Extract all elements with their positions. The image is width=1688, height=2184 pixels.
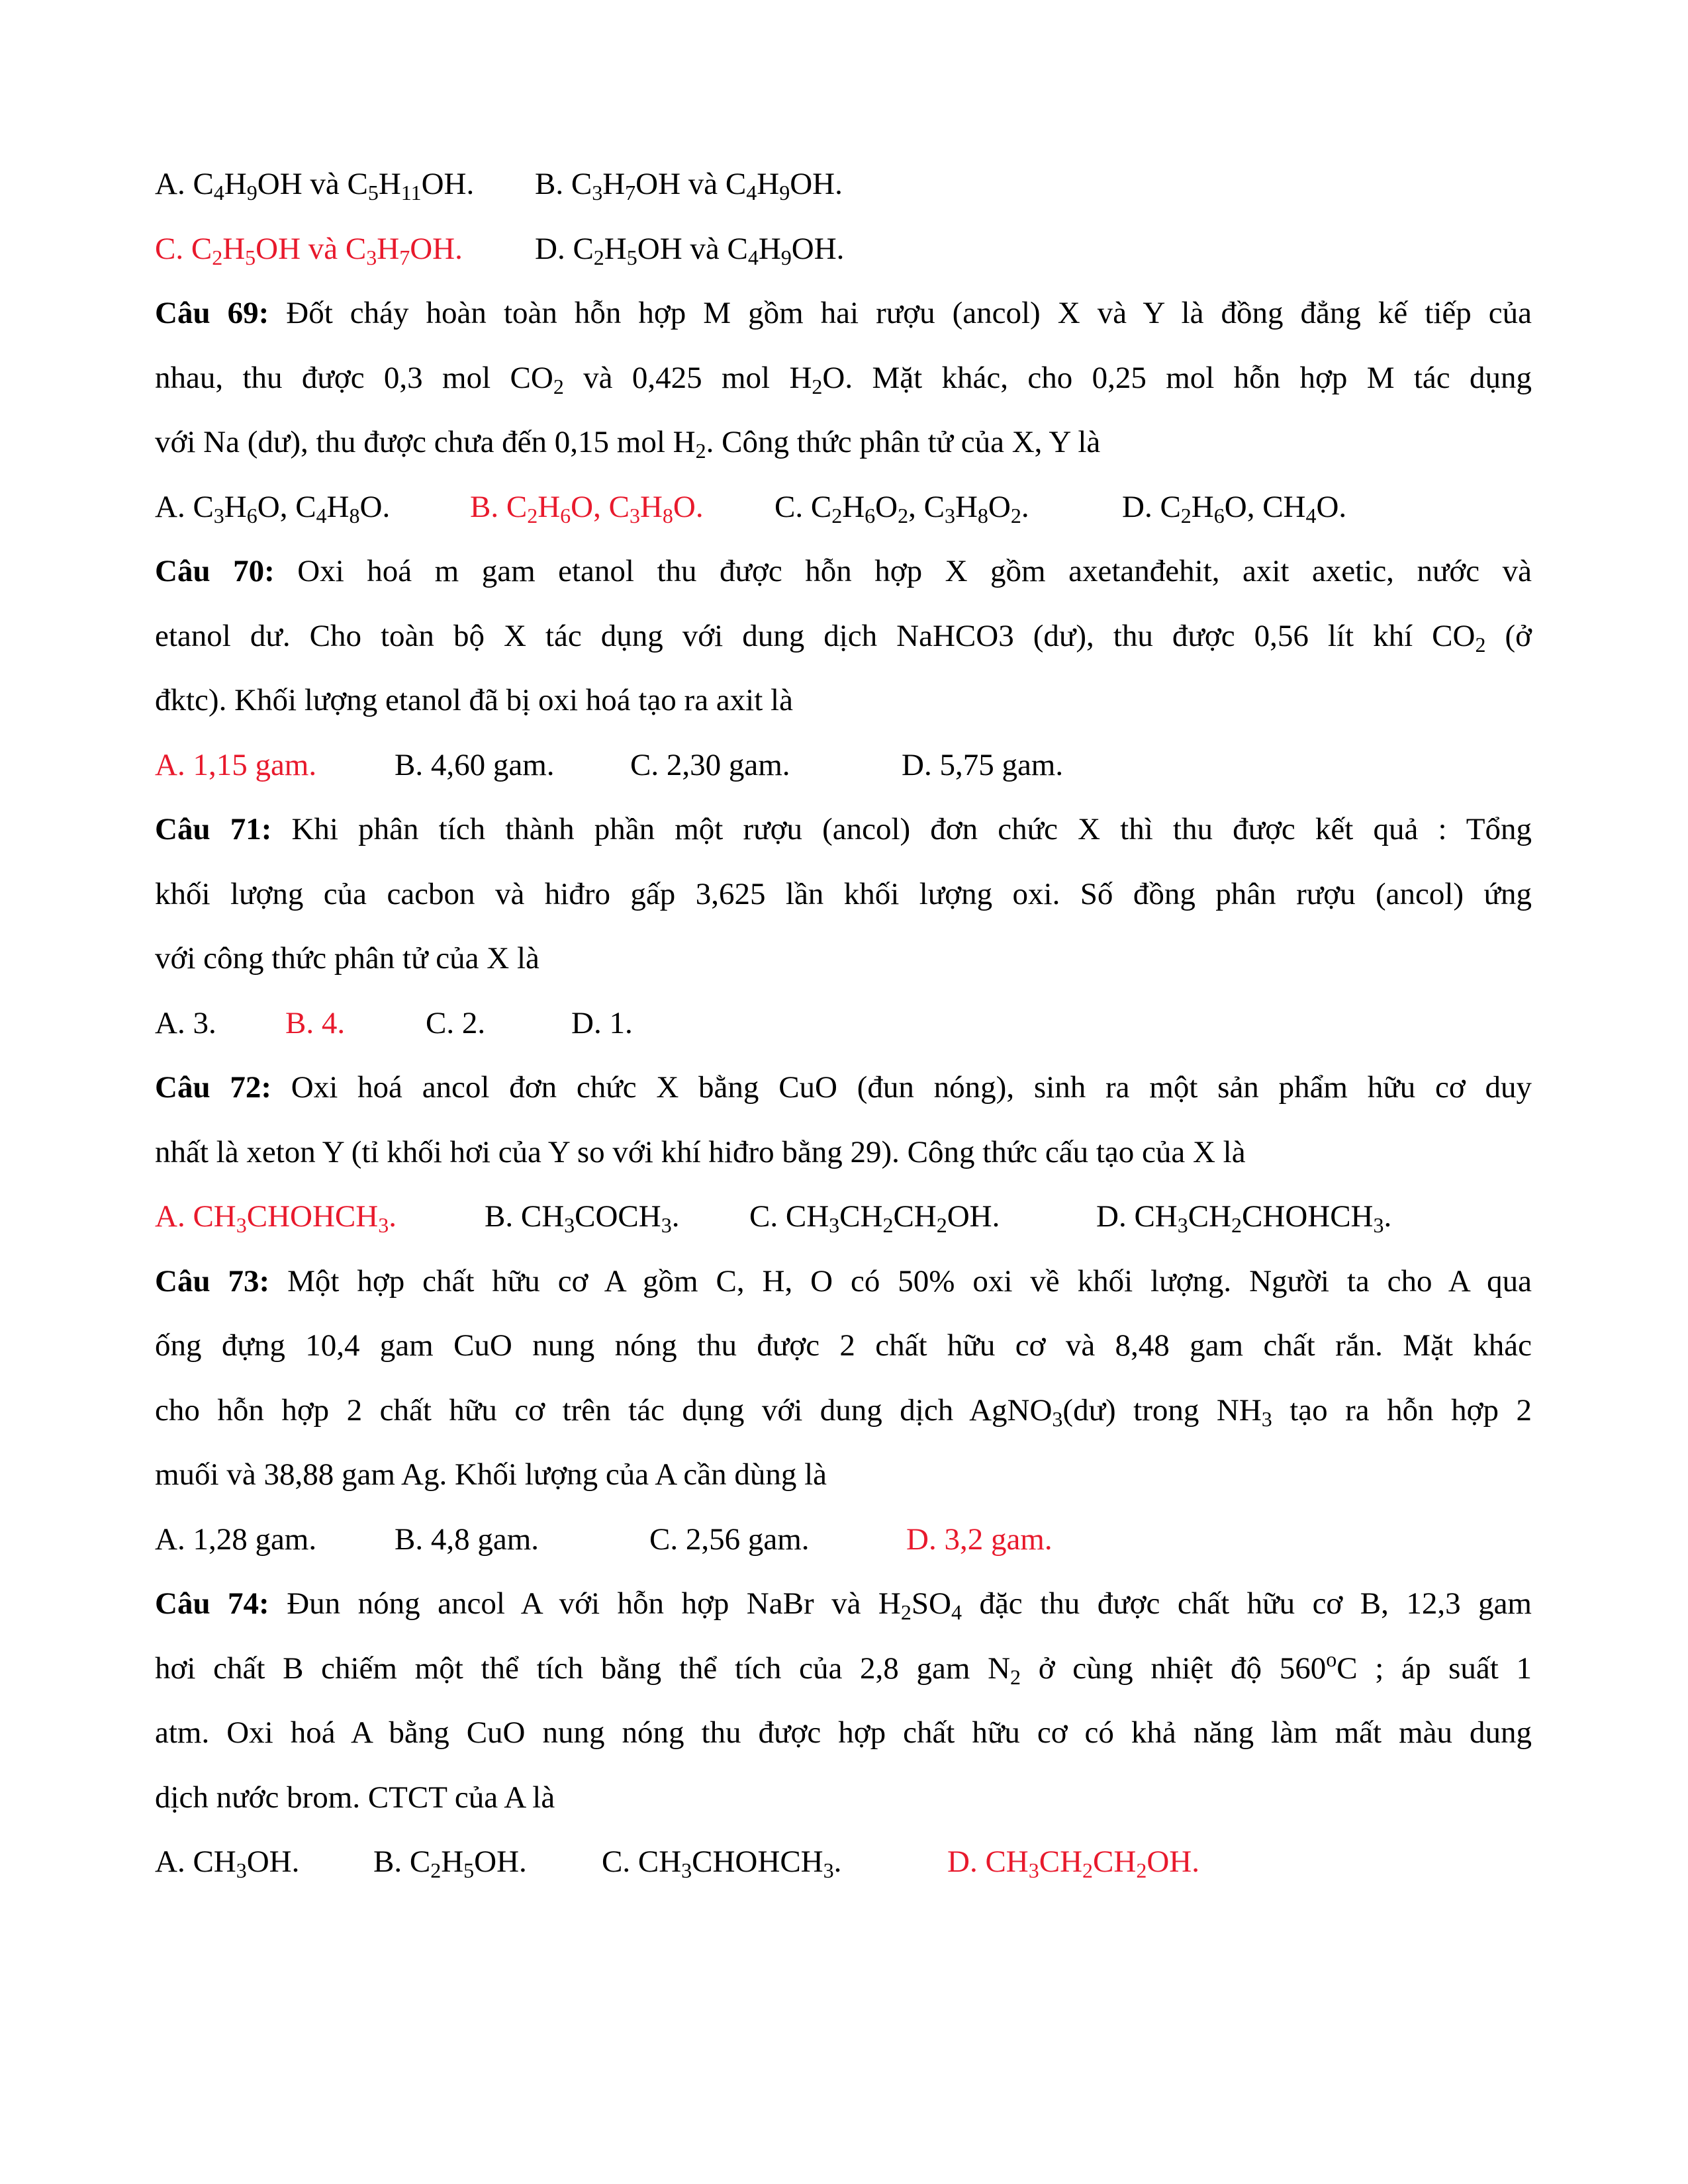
correct-answer-option	[155, 217, 535, 282]
text-run: B. C	[373, 1844, 431, 1879]
question-line	[155, 281, 1532, 346]
text-run: H	[441, 1844, 464, 1879]
text-run: H	[602, 167, 626, 201]
subscript: 2	[1231, 1213, 1243, 1237]
text-line	[155, 927, 1532, 991]
subscript: 2	[1136, 1858, 1147, 1882]
text-run: H	[326, 489, 350, 524]
text-run: .	[1021, 489, 1029, 524]
subscript: 6	[246, 503, 258, 527]
text-run: H	[955, 489, 978, 524]
text-line	[155, 862, 1532, 927]
text-run: .	[833, 1844, 842, 1879]
subscript: 2	[593, 245, 604, 269]
correct-answer-option	[155, 1185, 485, 1250]
question-line	[155, 1572, 1532, 1637]
text-run: C. C	[774, 489, 832, 524]
text-run: .	[389, 1199, 397, 1234]
subscript: 2	[812, 374, 823, 398]
answer-option	[649, 1508, 906, 1572]
subscript: 3	[1028, 1858, 1039, 1882]
answer-option	[395, 733, 630, 798]
correct-answer-option	[285, 991, 426, 1056]
text-line	[155, 1120, 1532, 1185]
subscript: 7	[625, 181, 636, 205]
text-run: Khi phân tích thành phần một rượu (ancol) đơn chức X thì thu được kết quả : Tổng	[271, 812, 1532, 846]
text-run: cho hỗn hợp 2 chất hữu cơ trên tác dụng với dung dịch AgNO	[155, 1392, 1053, 1428]
text-run: Đốt cháy hoàn toàn hỗn hợp M gồm hai rượu (ancol) X và Y là đồng đẳng kế tiếp của	[269, 296, 1532, 330]
text-run: CH	[1093, 1844, 1137, 1879]
text-run: OH và C	[257, 167, 368, 201]
text-run: H	[758, 231, 781, 266]
correct-answer-option	[947, 1830, 1199, 1895]
text-run: C. C	[155, 231, 212, 266]
question-label: Câu 71:	[155, 812, 272, 846]
text-run: O, C	[257, 489, 316, 524]
subscript: 11	[400, 181, 422, 205]
text-run: OH và C	[637, 231, 748, 266]
text-run: O	[988, 489, 1011, 524]
text-line	[155, 668, 1532, 733]
text-run: SO	[911, 1586, 951, 1621]
answer-option	[155, 152, 535, 217]
text-line	[155, 1314, 1532, 1379]
subscript: 3	[829, 1213, 840, 1237]
question-label: Câu 73:	[155, 1263, 270, 1298]
subscript: 4	[1305, 503, 1317, 527]
subscript: 3	[592, 181, 603, 205]
text-line	[155, 604, 1532, 669]
answer-option	[602, 1830, 947, 1895]
text-line	[155, 346, 1532, 411]
text-run: ống đựng 10,4 gam CuO nung nóng thu được 2 chất hữu cơ và 8,48 gam chất rắn. Mặt khác	[155, 1328, 1532, 1363]
answer-options	[155, 1508, 1532, 1572]
text-run: B. 4,8 gam.	[395, 1522, 539, 1557]
answer-option	[749, 1185, 1096, 1250]
text-run: H	[222, 231, 246, 266]
subscript: 7	[399, 245, 410, 269]
subscript: 5	[245, 245, 256, 269]
subscript: 3	[236, 1858, 247, 1882]
text-run: OH.	[410, 231, 463, 266]
answer-options	[155, 152, 1532, 217]
question-line	[155, 1250, 1532, 1314]
text-run: H	[842, 489, 865, 524]
text-run: CH	[1188, 1199, 1232, 1234]
text-run: H	[604, 231, 627, 266]
text-run: D. 3,2 gam.	[906, 1522, 1053, 1557]
text-run: OH.	[474, 1844, 527, 1879]
answer-option	[571, 991, 633, 1056]
question-label: Câu 70:	[155, 554, 275, 588]
text-run: C. 2,56 gam.	[649, 1522, 810, 1557]
text-run: O, CH	[1224, 489, 1306, 524]
subscript: 2	[212, 245, 223, 269]
text-run: C. CH	[749, 1199, 829, 1234]
text-line	[155, 1701, 1532, 1766]
subscript: 3	[236, 1213, 247, 1237]
subscript: 2	[695, 439, 706, 463]
text-run: B. C	[535, 167, 592, 201]
answer-option	[373, 1830, 602, 1895]
text-run: (ở	[1485, 618, 1532, 653]
correct-answer-option	[155, 733, 395, 798]
text-run: H	[757, 167, 780, 201]
text-run: đktc). Khối lượng etanol đã bị oxi hoá tạo ra axit là	[155, 683, 793, 717]
subscript: 2	[898, 503, 909, 527]
subscript: 3	[213, 503, 224, 527]
text-run: C. CH	[602, 1844, 682, 1879]
subscript: 4	[746, 181, 757, 205]
text-run: H	[224, 489, 247, 524]
text-run: etanol dư. Cho toàn bộ X tác dụng với dung dịch NaHCO3 (dư), thu được 0,56 lít khí CO	[155, 618, 1476, 653]
text-run: D. C	[535, 231, 594, 266]
subscript: 9	[779, 181, 790, 205]
text-run: OH.	[246, 1844, 300, 1879]
subscript: 3	[661, 1213, 672, 1237]
text-run: . Công thức phân tử của X, Y là	[706, 425, 1101, 459]
subscript: 9	[246, 181, 258, 205]
subscript: 2	[1010, 503, 1021, 527]
subscript: 4	[951, 1600, 962, 1624]
text-run: A. CH	[155, 1199, 236, 1234]
text-run: H	[1191, 489, 1214, 524]
text-run: H	[538, 489, 561, 524]
subscript: 2	[527, 503, 538, 527]
subscript: 3	[629, 503, 640, 527]
subscript: 3	[378, 1213, 389, 1237]
text-line	[155, 1637, 1532, 1702]
text-line	[155, 1443, 1532, 1508]
subscript: 2	[936, 1213, 947, 1237]
text-run: O	[875, 489, 898, 524]
subscript: 8	[977, 503, 988, 527]
text-run: A. C	[155, 489, 214, 524]
correct-answer-option	[470, 475, 774, 540]
text-run: Một hợp chất hữu cơ A gồm C, H, O có 50% oxi về khối lượng. Người ta cho A qua	[269, 1263, 1532, 1298]
text-run: .	[671, 1199, 680, 1234]
text-run: O.	[359, 489, 391, 524]
text-run: với công thức phân tử của X là	[155, 941, 539, 976]
text-run: A. 1,28 gam.	[155, 1522, 317, 1557]
answer-option	[395, 1508, 649, 1572]
subscript: 3	[1261, 1406, 1272, 1431]
subscript: 5	[463, 1858, 475, 1882]
answer-options	[155, 733, 1532, 798]
text-run: (dư) trong NH	[1062, 1392, 1262, 1428]
text-run: OH.	[421, 167, 475, 201]
subscript: 3	[564, 1213, 575, 1237]
text-run: Oxi hoá m gam etanol thu được hỗn hợp X gồm axetanđehit, axit axetic, nước và	[274, 554, 1532, 588]
subscript: 2	[882, 1213, 894, 1237]
answer-options	[155, 991, 1532, 1056]
text-run: A. CH	[155, 1844, 236, 1879]
question-line	[155, 797, 1532, 862]
text-run: và 0,425 mol H	[563, 360, 812, 395]
text-run: H	[378, 167, 401, 201]
answer-options	[155, 475, 1532, 540]
subscript: 3	[944, 503, 955, 527]
text-run: B. CH	[485, 1199, 565, 1234]
answer-option	[1122, 475, 1346, 540]
text-run: với Na (dư), thu được chưa đến 0,15 mol H	[155, 425, 696, 459]
text-run: COCH	[575, 1199, 661, 1234]
text-run: O.	[1316, 489, 1347, 524]
question-line	[155, 539, 1532, 604]
text-run: OH.	[947, 1199, 1000, 1234]
text-run: OH.	[790, 167, 843, 201]
answer-option	[535, 152, 843, 217]
question-label: Câu 69:	[155, 296, 269, 330]
text-run: B. 4.	[285, 1005, 346, 1040]
text-run: O, C	[571, 489, 630, 524]
answer-option	[1096, 1185, 1391, 1250]
question-line	[155, 1056, 1532, 1120]
answer-option	[630, 733, 902, 798]
subscript: 5	[626, 245, 637, 269]
subscript: 2	[553, 374, 564, 398]
text-run: CH	[1039, 1844, 1083, 1879]
text-run: khối lượng của cacbon và hiđro gấp 3,625 lần khối lượng oxi. Số đồng phân rượu (ancol) ứng	[155, 876, 1532, 911]
text-run: B. C	[470, 489, 528, 524]
question-label: Câu 74:	[155, 1586, 269, 1621]
text-line	[155, 1379, 1532, 1443]
text-run: D. CH	[947, 1844, 1029, 1879]
answer-options	[155, 1830, 1532, 1895]
text-run: Đun nóng ancol A với hỗn hợp NaBr và H	[269, 1586, 901, 1621]
subscript: 4	[747, 245, 759, 269]
subscript: 2	[900, 1600, 912, 1624]
answer-option	[535, 217, 844, 282]
text-run: H	[377, 231, 400, 266]
text-run: tạo ra hỗn hợp 2	[1272, 1392, 1532, 1428]
subscript: 2	[831, 503, 843, 527]
text-run: muối và 38,88 gam Ag. Khối lượng của A cần dùng là	[155, 1457, 827, 1492]
subscript: 4	[316, 503, 327, 527]
subscript: 3	[823, 1858, 834, 1882]
text-run: H	[639, 489, 663, 524]
text-run: atm. Oxi hoá A bằng CuO nung nóng thu được hợp chất hữu cơ có khả năng làm mất màu dung	[155, 1715, 1532, 1750]
subscript: 3	[1177, 1213, 1188, 1237]
text-run: CH	[839, 1199, 883, 1234]
text-run: B. 4,60 gam.	[395, 747, 555, 782]
subscript: 2	[1180, 503, 1192, 527]
text-run: H	[224, 167, 247, 201]
subscript: 2	[1010, 1664, 1021, 1689]
subscript: 3	[366, 245, 377, 269]
text-run: D. 5,75 gam.	[902, 747, 1064, 782]
text-run: O.	[673, 489, 704, 524]
subscript: 8	[662, 503, 673, 527]
answer-option	[426, 991, 571, 1056]
text-run: , C	[908, 489, 945, 524]
subscript: 2	[430, 1858, 442, 1882]
superscript: o	[1326, 1647, 1337, 1671]
text-run: nhất là xeton Y (tỉ khối hơi của Y so với khí hiđro bằng 29). Công thức cấu tạo của X là	[155, 1134, 1246, 1169]
text-run: D. 1.	[571, 1005, 633, 1040]
text-run: OH và C	[635, 167, 747, 201]
document-page	[155, 152, 1532, 1895]
subscript: 3	[1373, 1213, 1384, 1237]
subscript: 2	[1082, 1858, 1094, 1882]
answer-option	[485, 1185, 749, 1250]
text-run: A. C	[155, 167, 214, 201]
subscript: 3	[681, 1858, 692, 1882]
text-run: A. 1,15 gam.	[155, 747, 317, 782]
text-run: CHOHCH	[246, 1199, 379, 1234]
subscript: 2	[1475, 632, 1486, 657]
subscript: 6	[560, 503, 571, 527]
text-run: C. 2.	[426, 1005, 486, 1040]
subscript: 3	[1052, 1406, 1063, 1431]
text-run: C ; áp suất 1	[1336, 1651, 1532, 1686]
answer-option	[774, 475, 1122, 540]
subscript: 8	[349, 503, 360, 527]
text-run: D. CH	[1096, 1199, 1178, 1234]
answer-option	[902, 733, 1063, 798]
text-line	[155, 1766, 1532, 1831]
subscript: 4	[213, 181, 224, 205]
text-run: OH.	[791, 231, 845, 266]
text-run: nhau, thu được 0,3 mol CO	[155, 360, 553, 395]
answer-option	[155, 475, 470, 540]
subscript: 9	[780, 245, 792, 269]
text-run: C. 2,30 gam.	[630, 747, 790, 782]
text-run: OH.	[1147, 1844, 1199, 1879]
text-run: A. 3.	[155, 1005, 216, 1040]
text-run: CHOHCH	[692, 1844, 823, 1879]
answer-option	[155, 1830, 373, 1895]
text-run: đặc thu được chất hữu cơ B, 12,3 gam	[961, 1586, 1532, 1621]
answer-option	[155, 1508, 395, 1572]
text-run: O. Mặt khác, cho 0,25 mol hỗn hợp M tác dụng	[822, 360, 1532, 395]
question-label: Câu 72:	[155, 1070, 272, 1105]
correct-answer-option	[906, 1508, 1053, 1572]
subscript: 5	[367, 181, 379, 205]
text-run: ở cùng nhiệt độ 560	[1021, 1651, 1327, 1686]
subscript: 6	[865, 503, 876, 527]
text-run: OH và C	[256, 231, 367, 266]
text-run: dịch nước brom. CTCT của A là	[155, 1780, 555, 1815]
text-run: hơi chất B chiếm một thể tích bằng thể tích của 2,8 gam N	[155, 1651, 1011, 1686]
text-run: Oxi hoá ancol đơn chức X bằng CuO (đun nóng), sinh ra một sản phẩm hữu cơ duy	[271, 1070, 1532, 1105]
text-run: .	[1383, 1199, 1392, 1234]
answer-options	[155, 1185, 1532, 1250]
text-line	[155, 410, 1532, 475]
answer-options	[155, 217, 1532, 282]
text-run: CH	[893, 1199, 937, 1234]
answer-option	[155, 991, 285, 1056]
text-run: D. C	[1122, 489, 1181, 524]
subscript: 6	[1213, 503, 1225, 527]
text-run: CHOHCH	[1242, 1199, 1374, 1234]
